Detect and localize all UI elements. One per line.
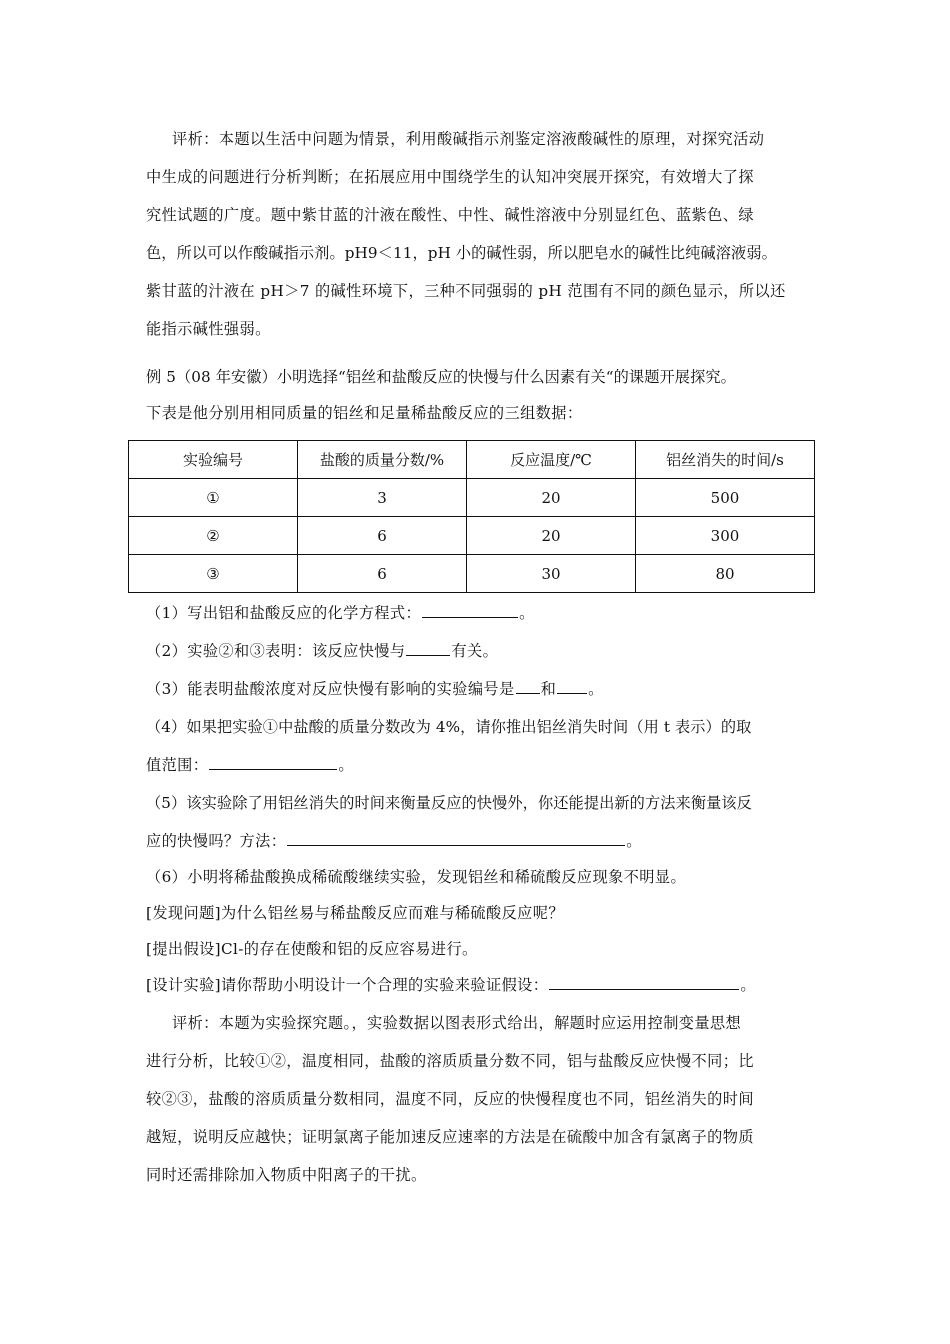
question-2 — [146, 640, 498, 661]
question-4-end: 。 — [338, 756, 354, 774]
question-1 — [146, 602, 535, 623]
table-intro: 下表是他分别用相同质量的铝丝和足量稀盐酸反应的三组数据： — [146, 404, 583, 422]
table-cell: 300 — [636, 517, 815, 555]
design-experiment — [146, 974, 756, 995]
analysis-2-line-2: 进行分析，比较①②，温度相同，盐酸的溶质质量分数不同，铝与盐酸反应快慢不同；比 — [146, 1052, 754, 1070]
analysis-2-line-3: 较②③，盐酸的溶质质量分数相同，温度不同，反应的快慢程度也不同，铝丝消失的时间 — [146, 1090, 754, 1108]
answer-blank[interactable] — [209, 755, 337, 770]
table-cell: 6 — [298, 517, 467, 555]
hypothesis: [提出假设]Cl-的存在使酸和铝的反应容易进行。 — [146, 940, 478, 958]
analysis-1-line-3: 究性试题的广度。题中紫甘蓝的汁液在酸性、中性、碱性溶液中分别显红色、蓝紫色、绿 — [146, 206, 754, 224]
table-header-cell: 实验编号 — [129, 441, 298, 479]
question-5-text: 应的快慢吗？方法： — [146, 832, 287, 850]
question-3-mid: 和 — [540, 680, 557, 698]
data-table — [128, 440, 815, 593]
table-header-cell: 反应温度/℃ — [467, 441, 636, 479]
answer-blank[interactable] — [287, 831, 625, 846]
question-6: （6）小明将稀盐酸换成稀硫酸继续实验，发现铝丝和稀硫酸反应现象不明显。 — [146, 868, 687, 886]
question-2-end: 有关。 — [451, 642, 499, 660]
table-cell: 500 — [636, 479, 815, 517]
answer-blank[interactable] — [422, 603, 518, 618]
table-cell: ① — [129, 479, 298, 517]
table-row — [129, 517, 815, 555]
analysis-1-line-6: 能指示碱性强弱。 — [146, 320, 271, 338]
analysis-2-line-4: 越短，说明反应越快；证明氯离子能加速反应速率的方法是在硫酸中加含有氯离子的物质 — [146, 1128, 754, 1146]
question-4-line-1: （4）如果把实验①中盐酸的质量分数改为 4%，请你推出铝丝消失时间（用 t 表示）的取 — [146, 718, 752, 736]
table-cell: 30 — [467, 555, 636, 593]
table-cell: 80 — [636, 555, 815, 593]
design-end: 。 — [740, 976, 756, 994]
example-title: 例 5（08 年安徽）小明选择“铝丝和盐酸反应的快慢与什么因素有关“的课题开展探究。 — [146, 368, 736, 386]
table-header-cell: 盐酸的质量分数/% — [298, 441, 467, 479]
table-cell: 6 — [298, 555, 467, 593]
question-4-line-2 — [146, 754, 354, 775]
analysis-2-line-1: 评析：本题为实验探究题。，实验数据以图表形式给出，解题时应运用控制变量思想 — [172, 1014, 742, 1032]
design-text: [设计实验]请你帮助小明设计一个合理的实验来验证假设： — [146, 976, 549, 994]
table-cell: 3 — [298, 479, 467, 517]
table-cell: ② — [129, 517, 298, 555]
table-header-row — [129, 441, 815, 479]
analysis-1-line-4: 色，所以可以作酸碱指示剂。pH9＜11，pH 小的碱性弱，所以肥皂水的碱性比纯碱溶液弱。 — [146, 244, 777, 262]
question-5-end: 。 — [626, 832, 642, 850]
answer-blank[interactable] — [557, 679, 587, 694]
table-cell: ③ — [129, 555, 298, 593]
question-2-text: （2）实验②和③表明：该反应快慢与 — [146, 642, 406, 660]
question-1-text: （1）写出铝和盐酸反应的化学方程式： — [146, 604, 422, 622]
question-4-text: 值范围： — [146, 756, 209, 774]
table-row — [129, 555, 815, 593]
discover-problem: [发现问题]为什么铝丝易与稀盐酸反应而难与稀硫酸反应呢？ — [146, 904, 564, 922]
answer-blank[interactable] — [549, 975, 739, 990]
question-3 — [146, 678, 604, 699]
analysis-1-line-1: 评析：本题以生活中问题为情景，利用酸碱指示剂鉴定溶液酸碱性的原理，对探究活动 — [172, 130, 765, 148]
analysis-1-line-2: 中生成的问题进行分析判断；在拓展应用中围绕学生的认知冲突展开探究，有效增大了探 — [146, 168, 754, 186]
analysis-1-line-5: 紫甘蓝的汁液在 pH＞7 的碱性环境下，三种不同强弱的 pH 范围有不同的颜色显示，所以还 — [146, 282, 786, 300]
analysis-2-line-5: 同时还需排除加入物质中阳离子的干扰。 — [146, 1166, 427, 1184]
question-5-line-2 — [146, 830, 642, 851]
question-1-end: 。 — [519, 604, 535, 622]
answer-blank[interactable] — [516, 679, 540, 694]
table-cell: 20 — [467, 517, 636, 555]
table-header-cell: 铝丝消失的时间/s — [636, 441, 815, 479]
table-cell: 20 — [467, 479, 636, 517]
question-3-end: 。 — [588, 680, 604, 698]
table-row — [129, 479, 815, 517]
question-3-text: （3）能表明盐酸浓度对反应快慢有影响的实验编号是 — [146, 680, 515, 698]
answer-blank[interactable] — [406, 641, 450, 656]
question-5-line-1: （5）该实验除了用铝丝消失的时间来衡量反应的快慢外，你还能提出新的方法来衡量该反 — [146, 794, 752, 812]
